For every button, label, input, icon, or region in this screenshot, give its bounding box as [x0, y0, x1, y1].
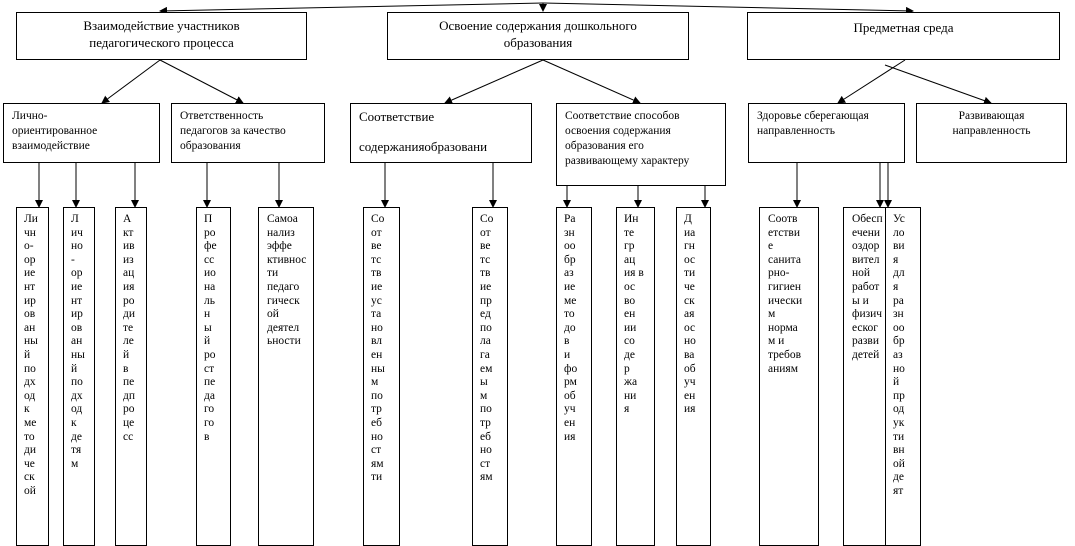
mid-box-developing: Развивающая направленность [916, 103, 1067, 163]
mid-box-content-conformity: Соответствие содержанияобразовани [350, 103, 532, 163]
mid-box-methods-conformity: Соответствие способов освоения содержания образования его развивающему характеру [556, 103, 726, 186]
column-personal-approach-methodical: Ли чн о- ор ие нт ир ов ан ны й по дх од к ме то ди че ск ой [16, 207, 49, 546]
column-diagnostic-basis: Д иа гн ос ти че ск ая ос но ва об уч ен ия [676, 207, 711, 546]
top-box-subject-environment: Предметная среда [747, 12, 1060, 60]
top-box-participants: Взаимодействие участников педагогического процесса [16, 12, 307, 60]
top-box-content-mastery: Освоение содержания дошкольного образования [387, 12, 689, 60]
column-professional-growth: П ро фе сс ио на ль н ы й ро ст пе да го го в [196, 207, 231, 546]
column-integration: Ин те гр ац ия в ос во ен ии со де р жа ни я [616, 207, 655, 546]
column-sanitary-norms: Соотв етстви е санита рно- гигиен ически м норма м и требов аниям [759, 207, 819, 546]
column-productive-activity: Ус ло ви я дл я ра зн оо бр аз но й пр од ук ти вн ой де ят [885, 207, 921, 546]
mid-box-health-saving: Здоровье сберегающая направленность [748, 103, 905, 163]
column-expected-needs: Со от ве тс тв ие пр ед по ла га ем ы м по тр еб но ст ям [472, 207, 508, 546]
mid-box-personal-interaction: Лично- ориентированное взаимодействие [3, 103, 160, 163]
column-health-work: Обесп ечени оздор вител ной работ ы и физич еског разви детей [843, 207, 891, 546]
column-methods-variety: Ра зн оо бр аз ие ме то до в и фо рм об уч ен ия [556, 207, 592, 546]
column-established-needs: Со от ве тс тв ие ус та но вл ен ны м по тр еб но ст ям ти [363, 207, 400, 546]
column-parents-activation: А кт ив из ац ия ро ди те ле й в пе дп ро це сс [115, 207, 147, 546]
column-personal-approach-children: Л ич но - ор ие нт ир ов ан ны й по дх од к де тя м [63, 207, 95, 546]
column-self-analysis: Самоа нализ эффе ктивнос ти педаго гическ ой деятел ьности [258, 207, 314, 546]
mid-box-teacher-responsibility: Ответственность педагогов за качество образования [171, 103, 325, 163]
